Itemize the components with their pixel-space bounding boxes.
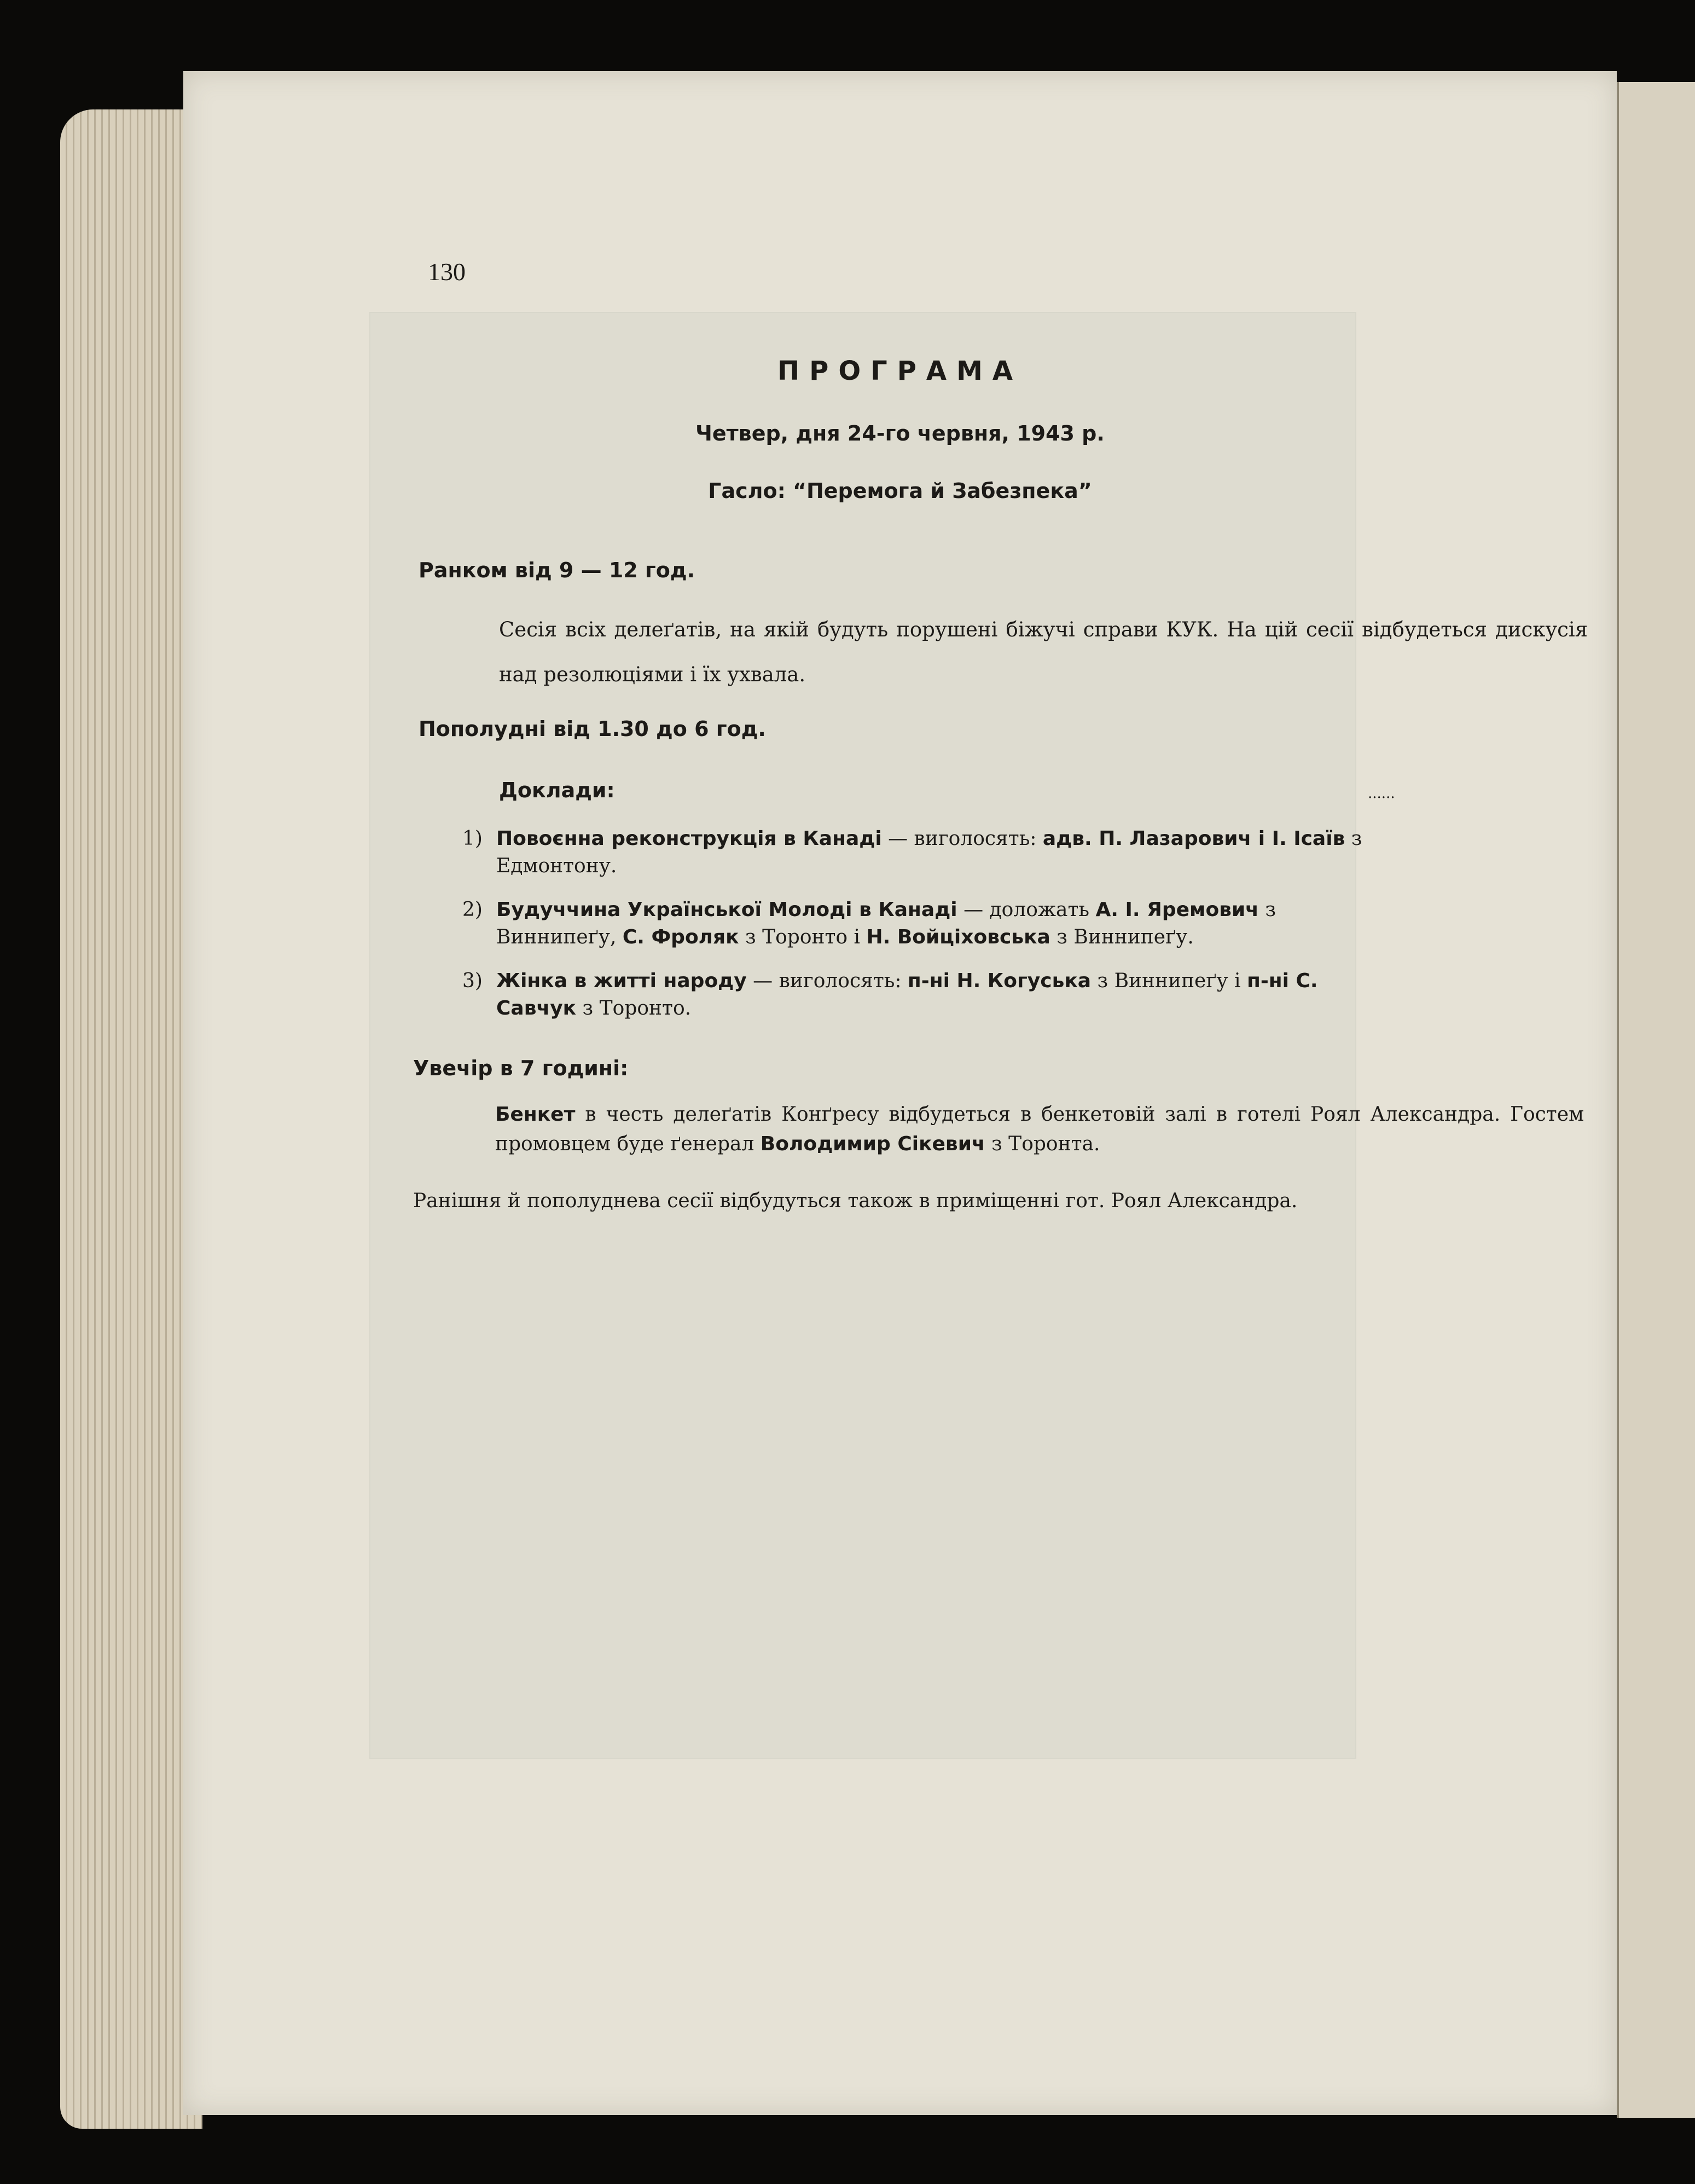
item-speaker: С. Фроляк	[622, 926, 739, 948]
event-motto: Гасло: “Перемога й Забезпека”	[708, 479, 1092, 503]
page-title: ПРОГРАМА	[777, 356, 1023, 386]
page-number: 130	[428, 258, 466, 286]
speaker-name: Володимир Сікевич	[760, 1133, 985, 1155]
morning-body: Сесія всіх делеґатів, на якій будуть порушені біжучі справи КУК. На цій сесії відбудеться дискусія над резолюціями і їх ухвала.	[499, 618, 1588, 686]
page-edges	[60, 109, 202, 2129]
item-number: 1)	[462, 827, 483, 850]
item-number: 2)	[462, 899, 483, 921]
afternoon-heading: Пополудні від 1.30 до 6 год.	[419, 717, 766, 741]
item-topic: Повоєнна реконструкція в Канаді	[496, 827, 882, 850]
item-text: з Виннипеґу.	[1050, 926, 1194, 948]
item-speakers: адв. П. Лазарович і І. Ісаїв	[1042, 827, 1345, 850]
item-text: з Едмонтону.	[496, 827, 1362, 877]
item-topic: Жінка в житті народу	[496, 970, 747, 992]
item-text: — виголосять:	[881, 827, 1043, 850]
evening-text: в честь делеґатів Конґресу відбудеться в бенкетовій залі в готелі Роял Александра. Гостем промовцем буде ґенерал	[495, 1103, 1584, 1155]
event-date: Четвер, дня 24-го червня, 1943 р.	[695, 421, 1105, 445]
item-text: — виголосять:	[746, 970, 908, 992]
reports-label: Доклади:	[499, 778, 615, 802]
facing-page-edge	[1617, 82, 1695, 2118]
morning-heading: Ранком від 9 — 12 год.	[419, 558, 695, 582]
item-topic: Будуччина Української Молоді в Канаді	[496, 899, 957, 921]
item-text: з Торонто.	[576, 997, 692, 1019]
evening-body	[495, 1100, 1584, 1159]
dots-mark: ......	[1368, 785, 1395, 802]
item-text: з Виннипеґу,	[496, 899, 1276, 948]
evening-heading: Увечір в 7 годині:	[413, 1056, 629, 1080]
item-number: 3)	[462, 970, 483, 992]
item-speaker: А. І. Яремович	[1095, 899, 1259, 921]
footer-note: Ранішня й пополуднева сесії відбудуться також в приміщенні гот. Роял Александра.	[413, 1190, 1298, 1212]
evening-text: з Торонта.	[985, 1133, 1100, 1155]
show-through-image	[369, 312, 1356, 1759]
book-page	[183, 71, 1617, 2115]
item-speaker: п-ні С. Савчук	[496, 970, 1318, 1019]
banquet-label: Бенкет	[495, 1103, 576, 1126]
item-text: — доложать	[957, 899, 1096, 921]
item-text: з Торонто і	[739, 926, 867, 948]
item-speaker: Н. Войціховська	[866, 926, 1050, 948]
item-text: з Виннипеґу і	[1091, 970, 1247, 992]
item-speaker: п-ні Н. Когуська	[907, 970, 1092, 992]
